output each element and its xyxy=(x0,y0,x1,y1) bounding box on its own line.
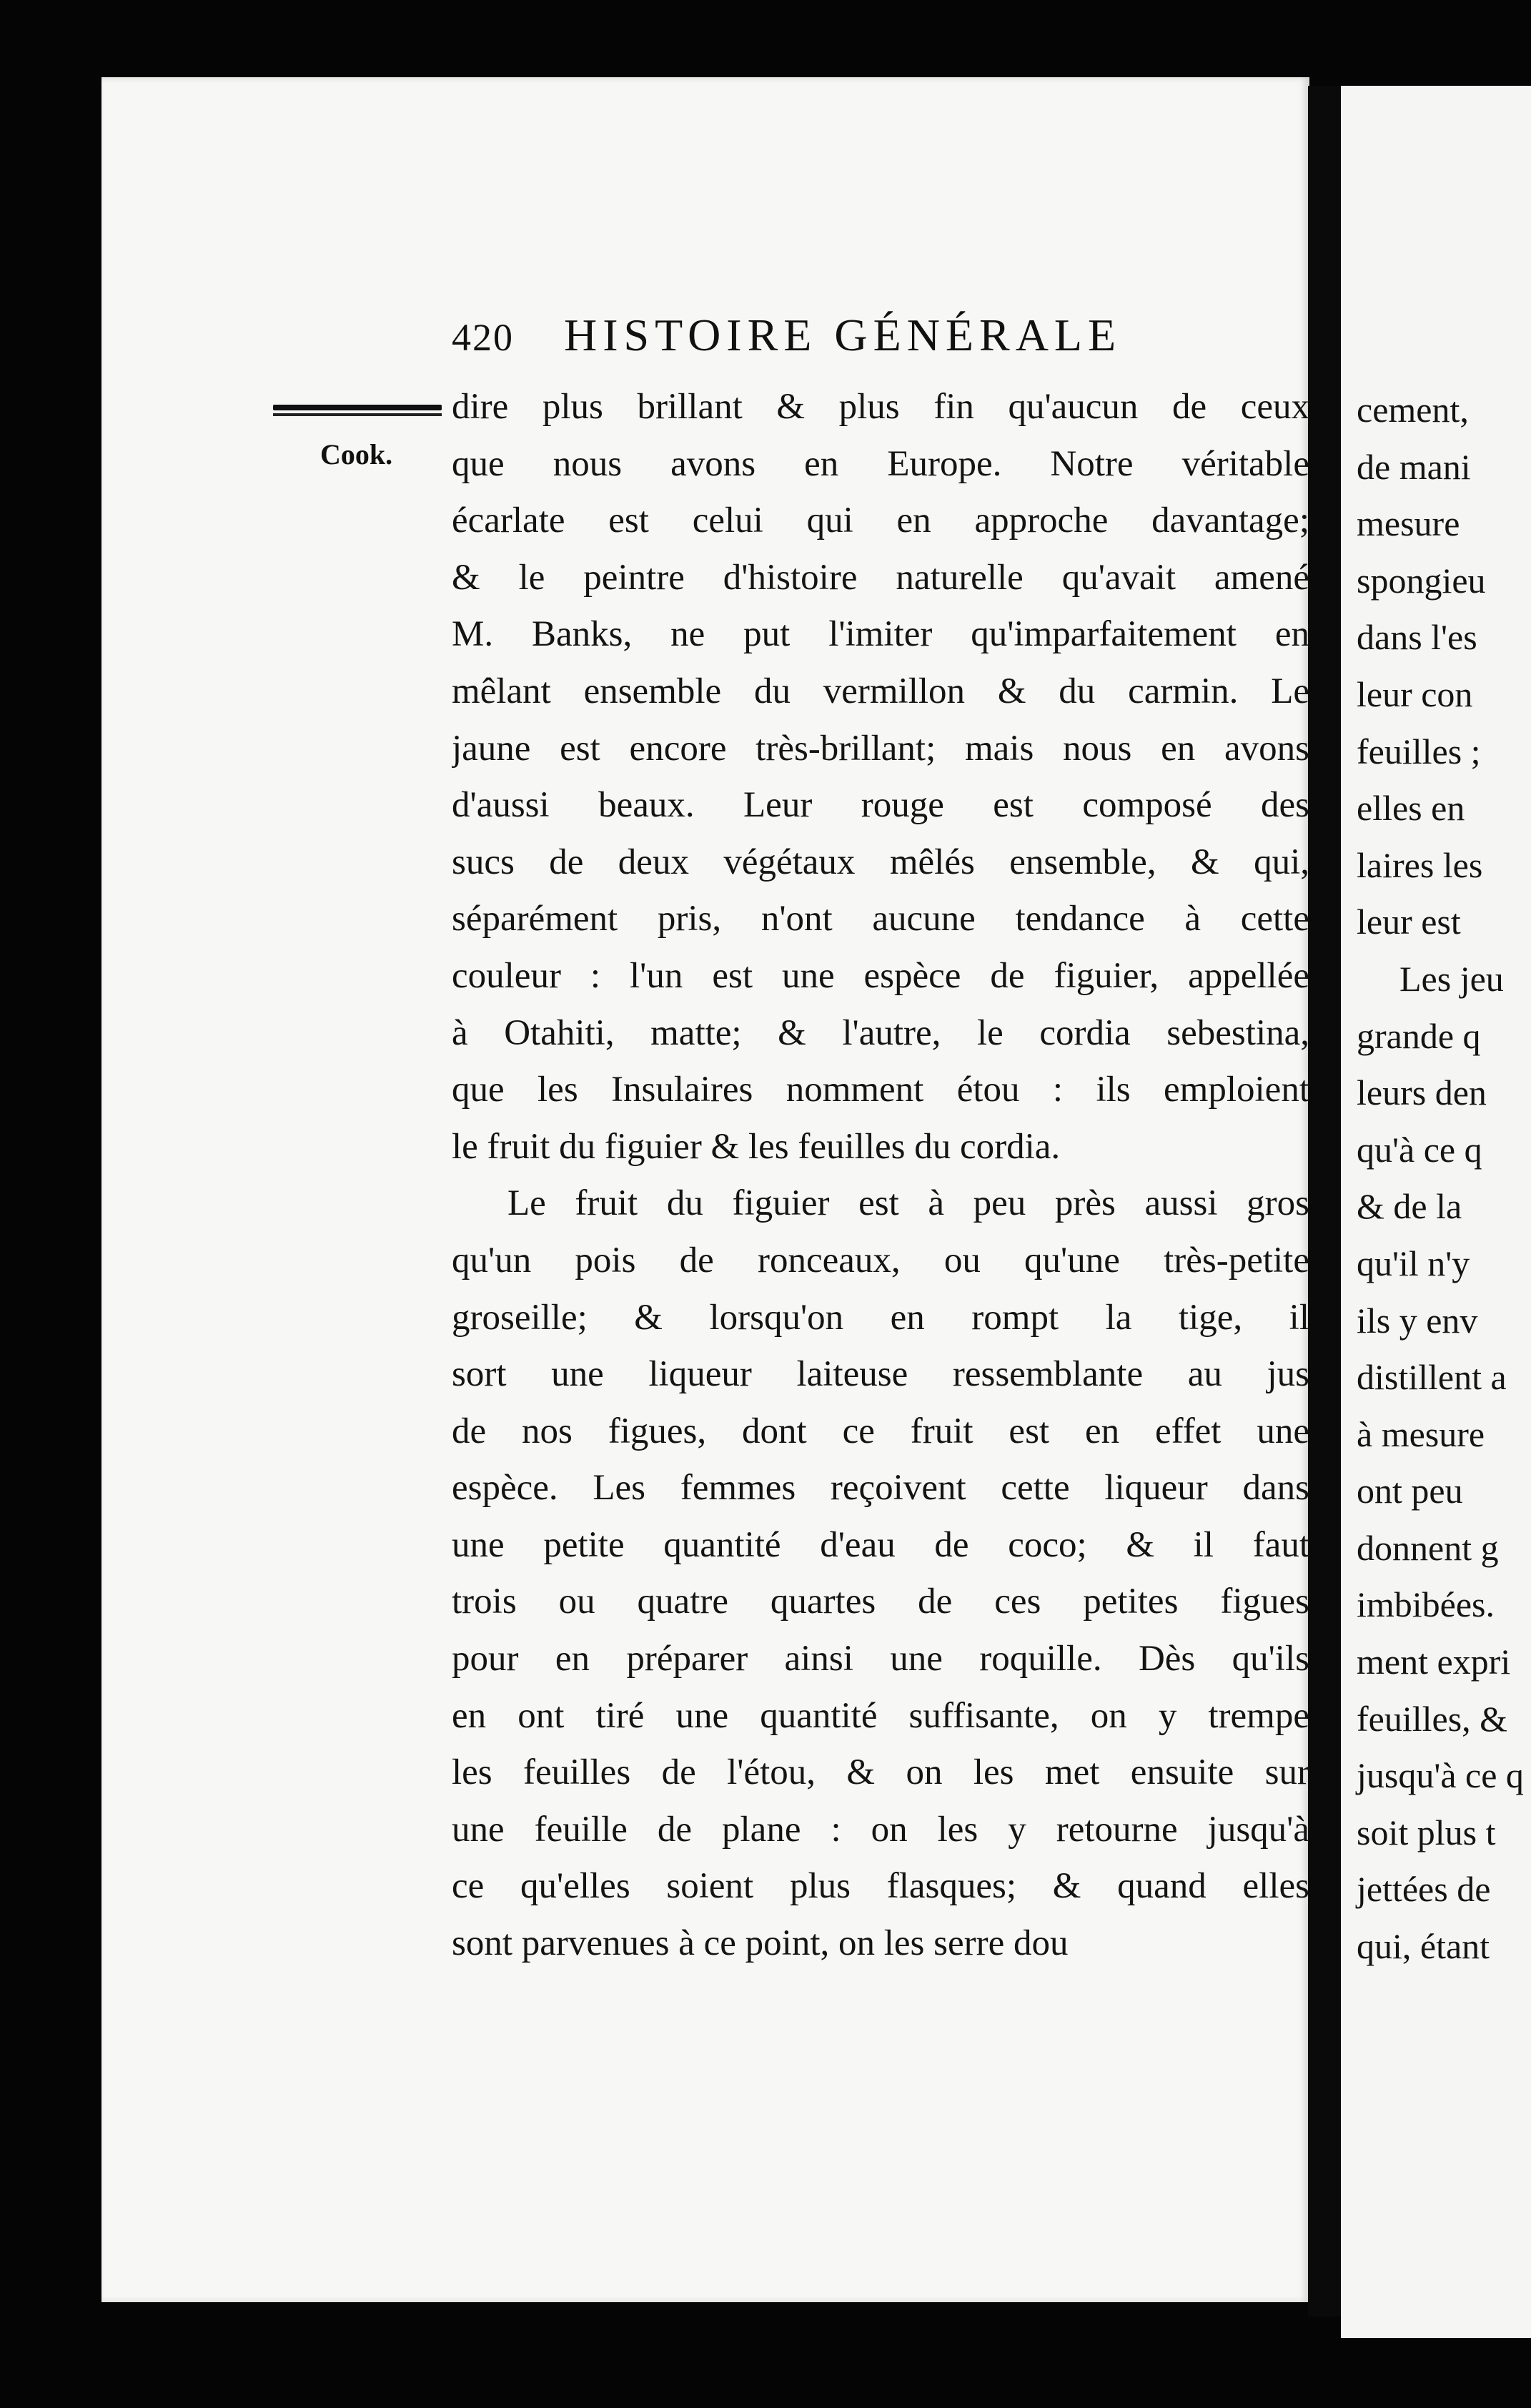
right-text-line: Les jeu xyxy=(1399,958,1504,999)
right-text-line: ils y env xyxy=(1357,1300,1478,1341)
text-line: séparément pris, n'ont aucune tendance à cette xyxy=(452,899,1309,939)
right-text-line: elles en xyxy=(1357,788,1465,829)
text-line: une feuille de plane : on les y retourne jusqu'à xyxy=(452,1809,1309,1850)
right-text-line: ont peu xyxy=(1357,1471,1463,1511)
running-head xyxy=(452,309,1121,366)
margin-rule xyxy=(273,405,442,419)
right-text-line: ment expri xyxy=(1357,1642,1511,1682)
right-text-line: de mani xyxy=(1357,446,1471,487)
text-line: d'aussi beaux. Leur rouge est composé des xyxy=(452,785,1309,826)
right-text-line: leur est xyxy=(1357,902,1461,942)
text-line: & le peintre d'histoire naturelle qu'avait amené xyxy=(452,557,1309,598)
right-text-line: à mesure xyxy=(1357,1413,1485,1454)
text-line: écarlate est celui qui en approche davantage; xyxy=(452,500,1309,541)
running-title: HISTOIRE GÉNÉRALE xyxy=(564,310,1122,360)
text-line: sucs de deux végétaux mêlés ensemble, & qui, xyxy=(452,842,1309,882)
right-text-line: feuilles ; xyxy=(1357,731,1481,771)
right-page xyxy=(1341,86,1531,2338)
right-text-line: laires les xyxy=(1357,844,1483,885)
right-text-line: spongieu xyxy=(1357,560,1486,601)
text-line: dire plus brillant & plus fin qu'aucun de ceux xyxy=(452,387,1309,427)
text-line: qu'un pois de ronceaux, ou qu'une très-petite xyxy=(452,1240,1309,1281)
text-line: trois ou quatre quartes de ces petites figues xyxy=(452,1582,1309,1622)
margin-note: Cook. xyxy=(320,438,393,470)
text-line: sort une liqueur laiteuse ressemblante au jus xyxy=(452,1354,1309,1395)
right-text-line: feuilles, & xyxy=(1357,1698,1508,1739)
text-line: que nous avons en Europe. Notre véritable xyxy=(452,443,1309,484)
text-line: ce qu'elles soient plus flasques; & quand elles xyxy=(452,1866,1309,1907)
text-line: que les Insulaires nomment étou : ils emploient xyxy=(452,1070,1309,1110)
text-line: couleur : l'un est une espèce de figuier, appellée xyxy=(452,955,1309,996)
right-text-line: jettées de xyxy=(1357,1869,1491,1910)
text-line: pour en préparer ainsi une roquille. Dès qu'ils xyxy=(452,1639,1309,1679)
text-line: mêlant ensemble du vermillon & du carmin. Le xyxy=(452,671,1309,711)
body-text xyxy=(452,379,1309,1973)
right-text-line: distillent a xyxy=(1357,1357,1507,1398)
text-line: à Otahiti, matte; & l'autre, le cordia sebestina, xyxy=(452,1012,1309,1053)
right-text-line: soit plus t xyxy=(1357,1812,1496,1852)
text-line: de nos figues, dont ce fruit est en effet une xyxy=(452,1411,1309,1451)
right-text-line: mesure xyxy=(1357,503,1460,544)
right-text-line: leur con xyxy=(1357,673,1473,714)
right-text-line: qui, étant xyxy=(1357,1926,1490,1967)
right-text-line: dans l'es xyxy=(1357,617,1477,658)
text-line: en ont tiré une quantité suffisante, on y trempe xyxy=(452,1695,1309,1736)
text-line: M. Banks, ne put l'imiter qu'imparfaitement en xyxy=(452,614,1309,655)
text-line: espèce. Les femmes reçoivent cette liqueur dans xyxy=(452,1468,1309,1509)
right-text-line: grande q xyxy=(1357,1015,1481,1056)
right-page-text xyxy=(1357,382,1531,1975)
right-text-line: qu'à ce q xyxy=(1357,1129,1482,1170)
right-text-line: & de la xyxy=(1357,1186,1462,1227)
text-line: jaune est encore très-brillant; mais nous en avons xyxy=(452,728,1309,769)
text-line: sont parvenues à ce point, on les serre dou xyxy=(452,1923,1069,1964)
right-text-line: jusqu'à ce q xyxy=(1357,1755,1524,1796)
right-text-line: qu'il n'y xyxy=(1357,1243,1470,1283)
right-text-line: leurs den xyxy=(1357,1072,1487,1113)
right-text-line: imbibées. xyxy=(1357,1584,1495,1625)
text-line: le fruit du figuier & les feuilles du cordia. xyxy=(452,1126,1061,1167)
book-gutter xyxy=(1308,86,1341,2316)
text-line: les feuilles de l'étou, & on les met ensuite sur xyxy=(452,1752,1309,1793)
text-line: une petite quantité d'eau de coco; & il faut xyxy=(452,1524,1309,1565)
right-text-line: donnent g xyxy=(1357,1527,1499,1568)
text-line: Le fruit du figuier est à peu près aussi gros xyxy=(507,1183,1309,1224)
page-number: 420 xyxy=(452,316,514,359)
text-line: groseille; & lorsqu'on en rompt la tige, il xyxy=(452,1297,1309,1338)
right-text-line: cement, xyxy=(1357,390,1469,430)
